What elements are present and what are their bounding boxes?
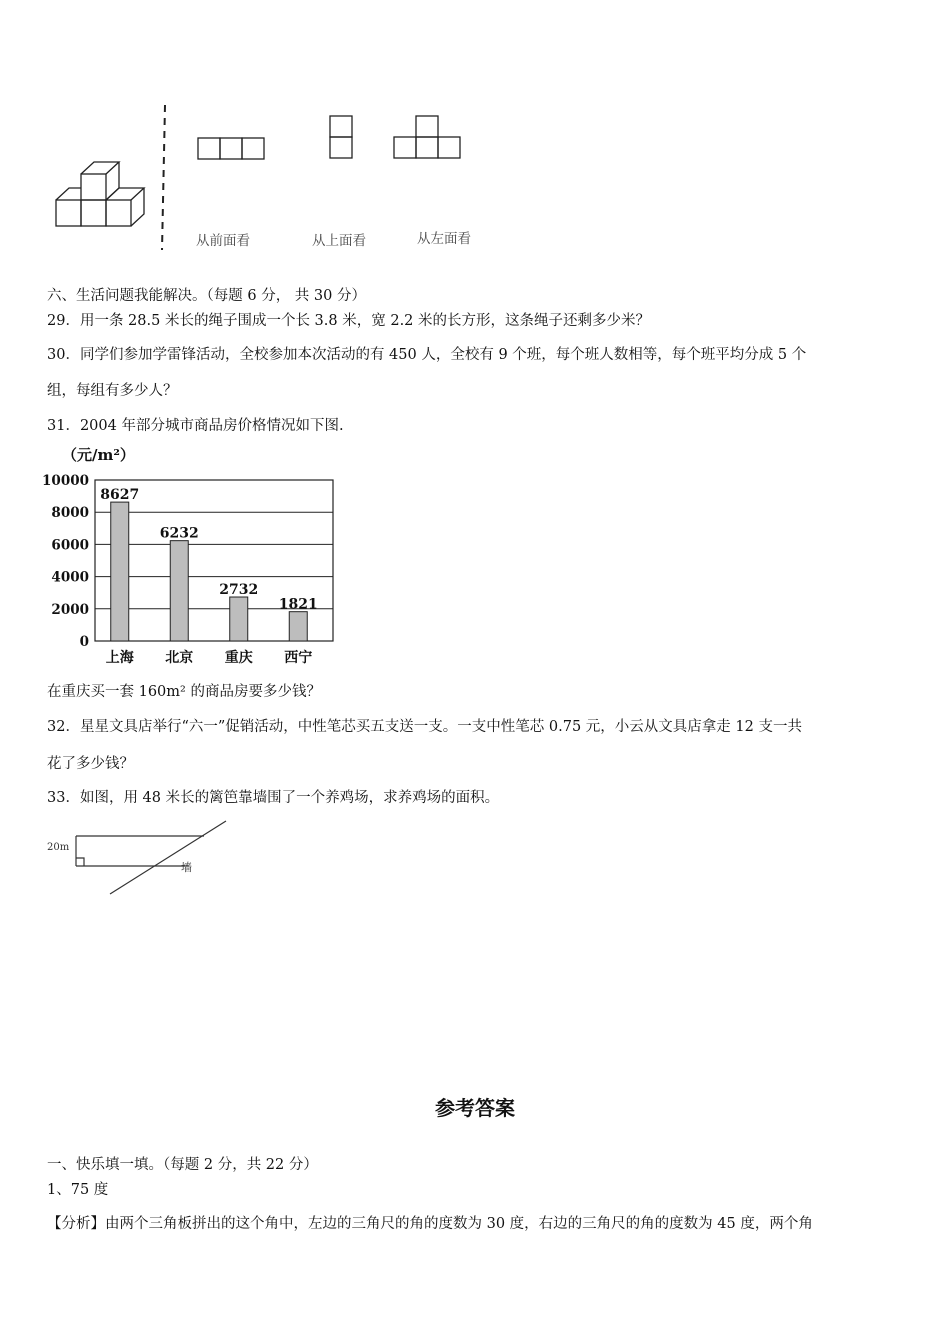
bar bbox=[289, 612, 307, 641]
chicken-farm-figure bbox=[44, 818, 244, 898]
y-tick-label: 2000 bbox=[51, 601, 89, 618]
y-unit-label: （元/m²） bbox=[62, 446, 135, 464]
price-bar-chart bbox=[40, 440, 350, 670]
answers-section1-heading: 一、快乐填一填。（每题 2 分，共 22 分） bbox=[47, 1157, 318, 1173]
question-32-line1: 32．星星文具店举行“六一”促销活动，中性笔芯买五支送一支。一支中性笔芯 0.75 元，小云从文具店拿走 12 支一共 bbox=[47, 719, 802, 735]
x-category-label: 西宁 bbox=[284, 650, 313, 666]
y-tick-label: 6000 bbox=[51, 537, 89, 554]
question-31-prompt: 在重庆买一套 160m² 的商品房要多少钱？ bbox=[47, 684, 321, 700]
side-length-label: 20m bbox=[47, 842, 70, 853]
wall-label: 墙 bbox=[181, 861, 192, 874]
answer-1-analysis: 【分析】由两个三角板拼出的这个角中，左边的三角尺的角的度数为 30 度，右边的三角尺的角的度数为 45 度，两个角 bbox=[47, 1216, 813, 1232]
question-32-line2: 花了多少钱？ bbox=[47, 756, 134, 772]
question-33: 33．如图，用 48 米长的篱笆靠墙围了一个养鸡场，求养鸡场的面积。 bbox=[47, 790, 500, 806]
bar-chart-svg bbox=[40, 440, 350, 670]
bar-value-label: 6232 bbox=[159, 525, 199, 542]
bar bbox=[111, 502, 129, 641]
left-view-label: 从左面看 bbox=[417, 231, 471, 247]
three-view-figure bbox=[50, 100, 500, 260]
x-category-label: 重庆 bbox=[224, 650, 253, 666]
question-31: 31．2004 年部分城市商品房价格情况如下图. bbox=[47, 418, 344, 434]
bar-value-label: 8627 bbox=[100, 487, 140, 504]
section6-heading: 六、生活问题我能解决。（每题 6 分， 共 30 分） bbox=[47, 288, 366, 304]
x-category-label: 上海 bbox=[105, 650, 134, 666]
front-view-label: 从前面看 bbox=[196, 233, 250, 249]
answer-1: 1、75 度 bbox=[47, 1182, 109, 1198]
bar bbox=[230, 597, 248, 641]
bar-value-label: 2732 bbox=[219, 582, 259, 599]
question-29: 29．用一条 28.5 米长的绳子围成一个长 3.8 米，宽 2.2 米的长方形，这条绳子还剩多少米？ bbox=[47, 313, 651, 329]
answers-title: 参考答案 bbox=[435, 1096, 515, 1120]
bar bbox=[170, 541, 188, 641]
x-category-label: 北京 bbox=[165, 650, 194, 666]
y-tick-label: 4000 bbox=[51, 569, 89, 586]
bar-value-label: 1821 bbox=[278, 596, 318, 613]
top-view-label: 从上面看 bbox=[312, 233, 366, 249]
y-tick-label: 10000 bbox=[42, 473, 89, 489]
question-30-line2: 组，每组有多少人？ bbox=[47, 383, 178, 399]
chicken-farm-drawing bbox=[44, 818, 244, 898]
y-tick-label: 0 bbox=[79, 634, 89, 650]
y-tick-label: 8000 bbox=[51, 505, 89, 522]
question-30-line1: 30．同学们参加学雷锋活动，全校参加本次活动的有 450 人，全校有 9 个班，每个班人数相等，每个班平均分成 5 个 bbox=[47, 347, 807, 363]
